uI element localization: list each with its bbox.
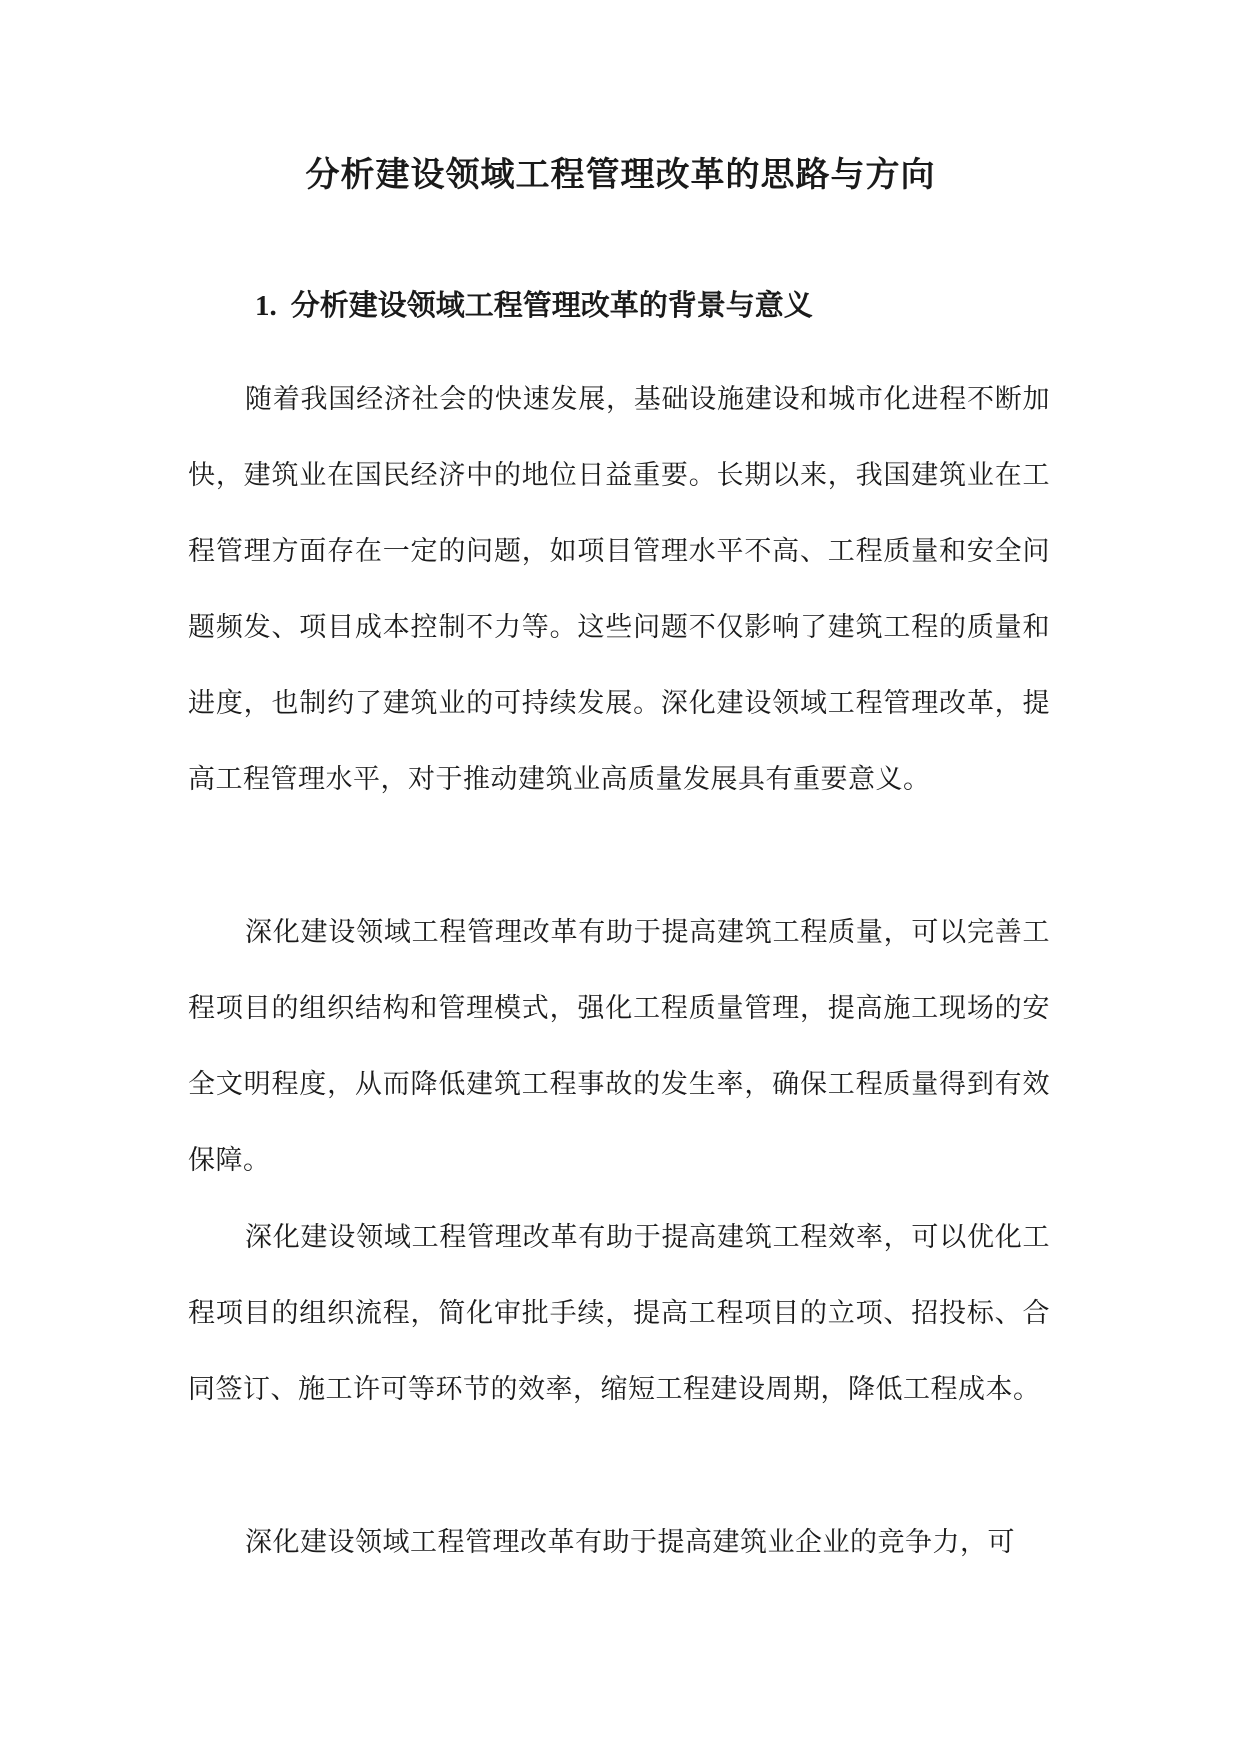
body-paragraph-1: 随着我国经济社会的快速发展，基础设施建设和城市化进程不断加快，建筑业在国民经济中的地位日益重要。长期以来，我国建筑业在工程管理方面存在一定的问题，如项目管理水平不高、工程质量和安全问题频发、项目成本控制不力等。这些问题不仅影响了建筑工程的质量和进度，也制约了建筑业的可持续发展。深化建设领域工程管理改革，提高工程管理水平，对于推动建筑业高质量发展具有重要意义。 [188, 384, 1050, 795]
section-heading-1 [255, 283, 813, 328]
body-paragraph-4: 深化建设领域工程管理改革有助于提高建筑业企业的竞争力，可 [245, 1527, 1015, 1558]
body-paragraph-2: 深化建设领域工程管理改革有助于提高建筑工程质量，可以完善工程项目的组织结构和管理模式，强化工程质量管理，提高施工现场的安全文明程度，从而降低建筑工程事故的发生率，确保工程质量得到有效保障。 [188, 917, 1050, 1176]
section-number: 1. [255, 290, 277, 322]
document-title: 分析建设领域工程管理改革的思路与方向 [305, 155, 936, 195]
section-heading-text: 分析建设领域工程管理改革的背景与意义 [290, 288, 813, 322]
body-paragraph-3: 深化建设领域工程管理改革有助于提高建筑工程效率，可以优化工程项目的组织流程，简化审批手续，提高工程项目的立项、招投标、合同签订、施工许可等环节的效率，缩短工程建设周期，降低工程成本。 [188, 1222, 1050, 1405]
